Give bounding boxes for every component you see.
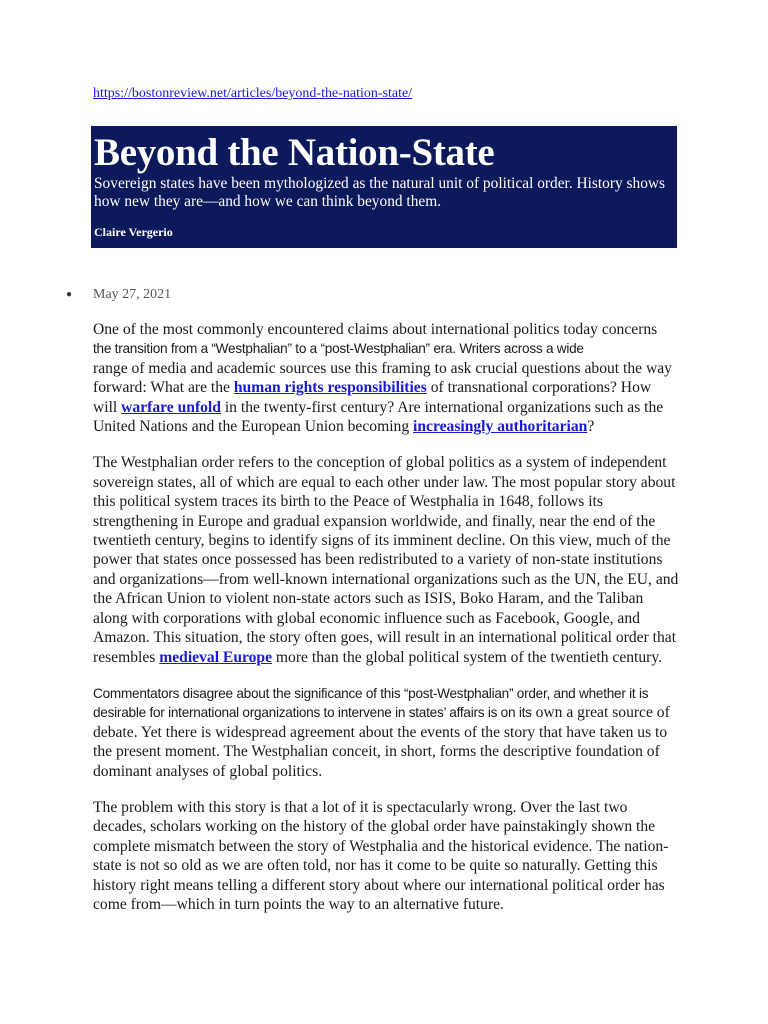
- increasingly-authoritarian-link[interactable]: increasingly authoritarian: [413, 418, 588, 436]
- medieval-europe-link[interactable]: medieval Europe: [159, 648, 273, 666]
- paragraph-text: The problem with this story is that a lot of it is spectacularly wrong. Over the last two decades, scholars working on the history of the global order have painstakingly shown the complete mismatch between the story of Westphalia and the historical evidence. The nation-state is not so old as we are often told, nor has it come to be quite so naturally. Getting this history right means telling a different story about where our international political order has come from—which in turn points the way to an alternative future.: [93, 798, 669, 913]
- article-title: Beyond the Nation-State: [94, 131, 495, 174]
- publication-date-row: [66, 287, 171, 303]
- human-rights-responsibilities-link[interactable]: human rights responsibilities: [233, 379, 427, 397]
- paragraph-text: One of the most commonly encountered claims about international politics today concerns: [93, 321, 658, 338]
- source-url-link[interactable]: https://bostonreview.net/articles/beyond-the-nation-state/: [93, 86, 413, 101]
- article-subtitle: Sovereign states have been mythologized as the natural unit of political order. History shows how new they are—and how we can think beyond them.: [94, 175, 666, 210]
- paragraph-text: United Nations and the European Union becoming: [93, 418, 414, 436]
- paragraph-text: in the twenty-first century? Are international organizations such as the: [220, 398, 664, 416]
- paragraph-text: more than the global political system of the twentieth century.: [272, 648, 663, 666]
- bullet-icon: ●: [66, 289, 73, 301]
- paragraph-2: [93, 453, 681, 666]
- article-header-banner: [91, 126, 677, 248]
- paragraph-text: own a great source of debate. Yet there is widespread agreement about the events of the story that have taken us to the present moment. The Westphalian conceit, in short, forms the descriptive foundation of dominant analyses of global politics.: [93, 704, 670, 780]
- paragraph-4: [93, 798, 681, 914]
- paragraph-text: the transition from a “Westphalian” to a “post-Westphalian” era. Writers across a wide: [93, 341, 584, 357]
- paragraph-text: will: [93, 398, 122, 416]
- paragraph-text: The Westphalian order refers to the conception of global politics as a system of independent sovereign states, all of which are equal to each other under law. The most popular story about this political system traces its birth to the Peace of Westphalia in 1648, follows its strengthening in Europe and gradual expansion worldwide, and finally, near the end of the twentieth century, begins to identify signs of its imminent decline. On this view, much of the power that states once possessed has been redistributed to a variety of non-state institutions and organizations—from well-known international organizations such as the UN, the EU, and the African Union to violent non-state actors such as ISIS, Boko Haram, and the Taliban along with corporations with global economic influence such as Facebook, Google, and Amazon. This situation, the story often goes, will result in an international political order that resembles: [93, 454, 679, 666]
- article-body: [93, 320, 681, 931]
- paragraph-text: of transnational corporations? How: [426, 379, 652, 397]
- publication-date: May 27, 2021: [93, 287, 172, 302]
- paragraph-text: range of media and academic sources use this framing to ask crucial questions about the way: [93, 359, 672, 377]
- paragraph-1: [93, 320, 681, 436]
- paragraph-3: [93, 684, 681, 781]
- warfare-unfold-link[interactable]: warfare unfold: [121, 398, 221, 416]
- paragraph-text: Commentators disagree about the significance of this “post-Westphalian” order, and whether it is desirable for international organizations to intervene in states’ affairs is on its: [93, 685, 649, 721]
- paragraph-text: ?: [587, 418, 595, 436]
- paragraph-text: forward: What are the: [93, 379, 234, 397]
- article-author: Claire Vergerio: [94, 225, 173, 239]
